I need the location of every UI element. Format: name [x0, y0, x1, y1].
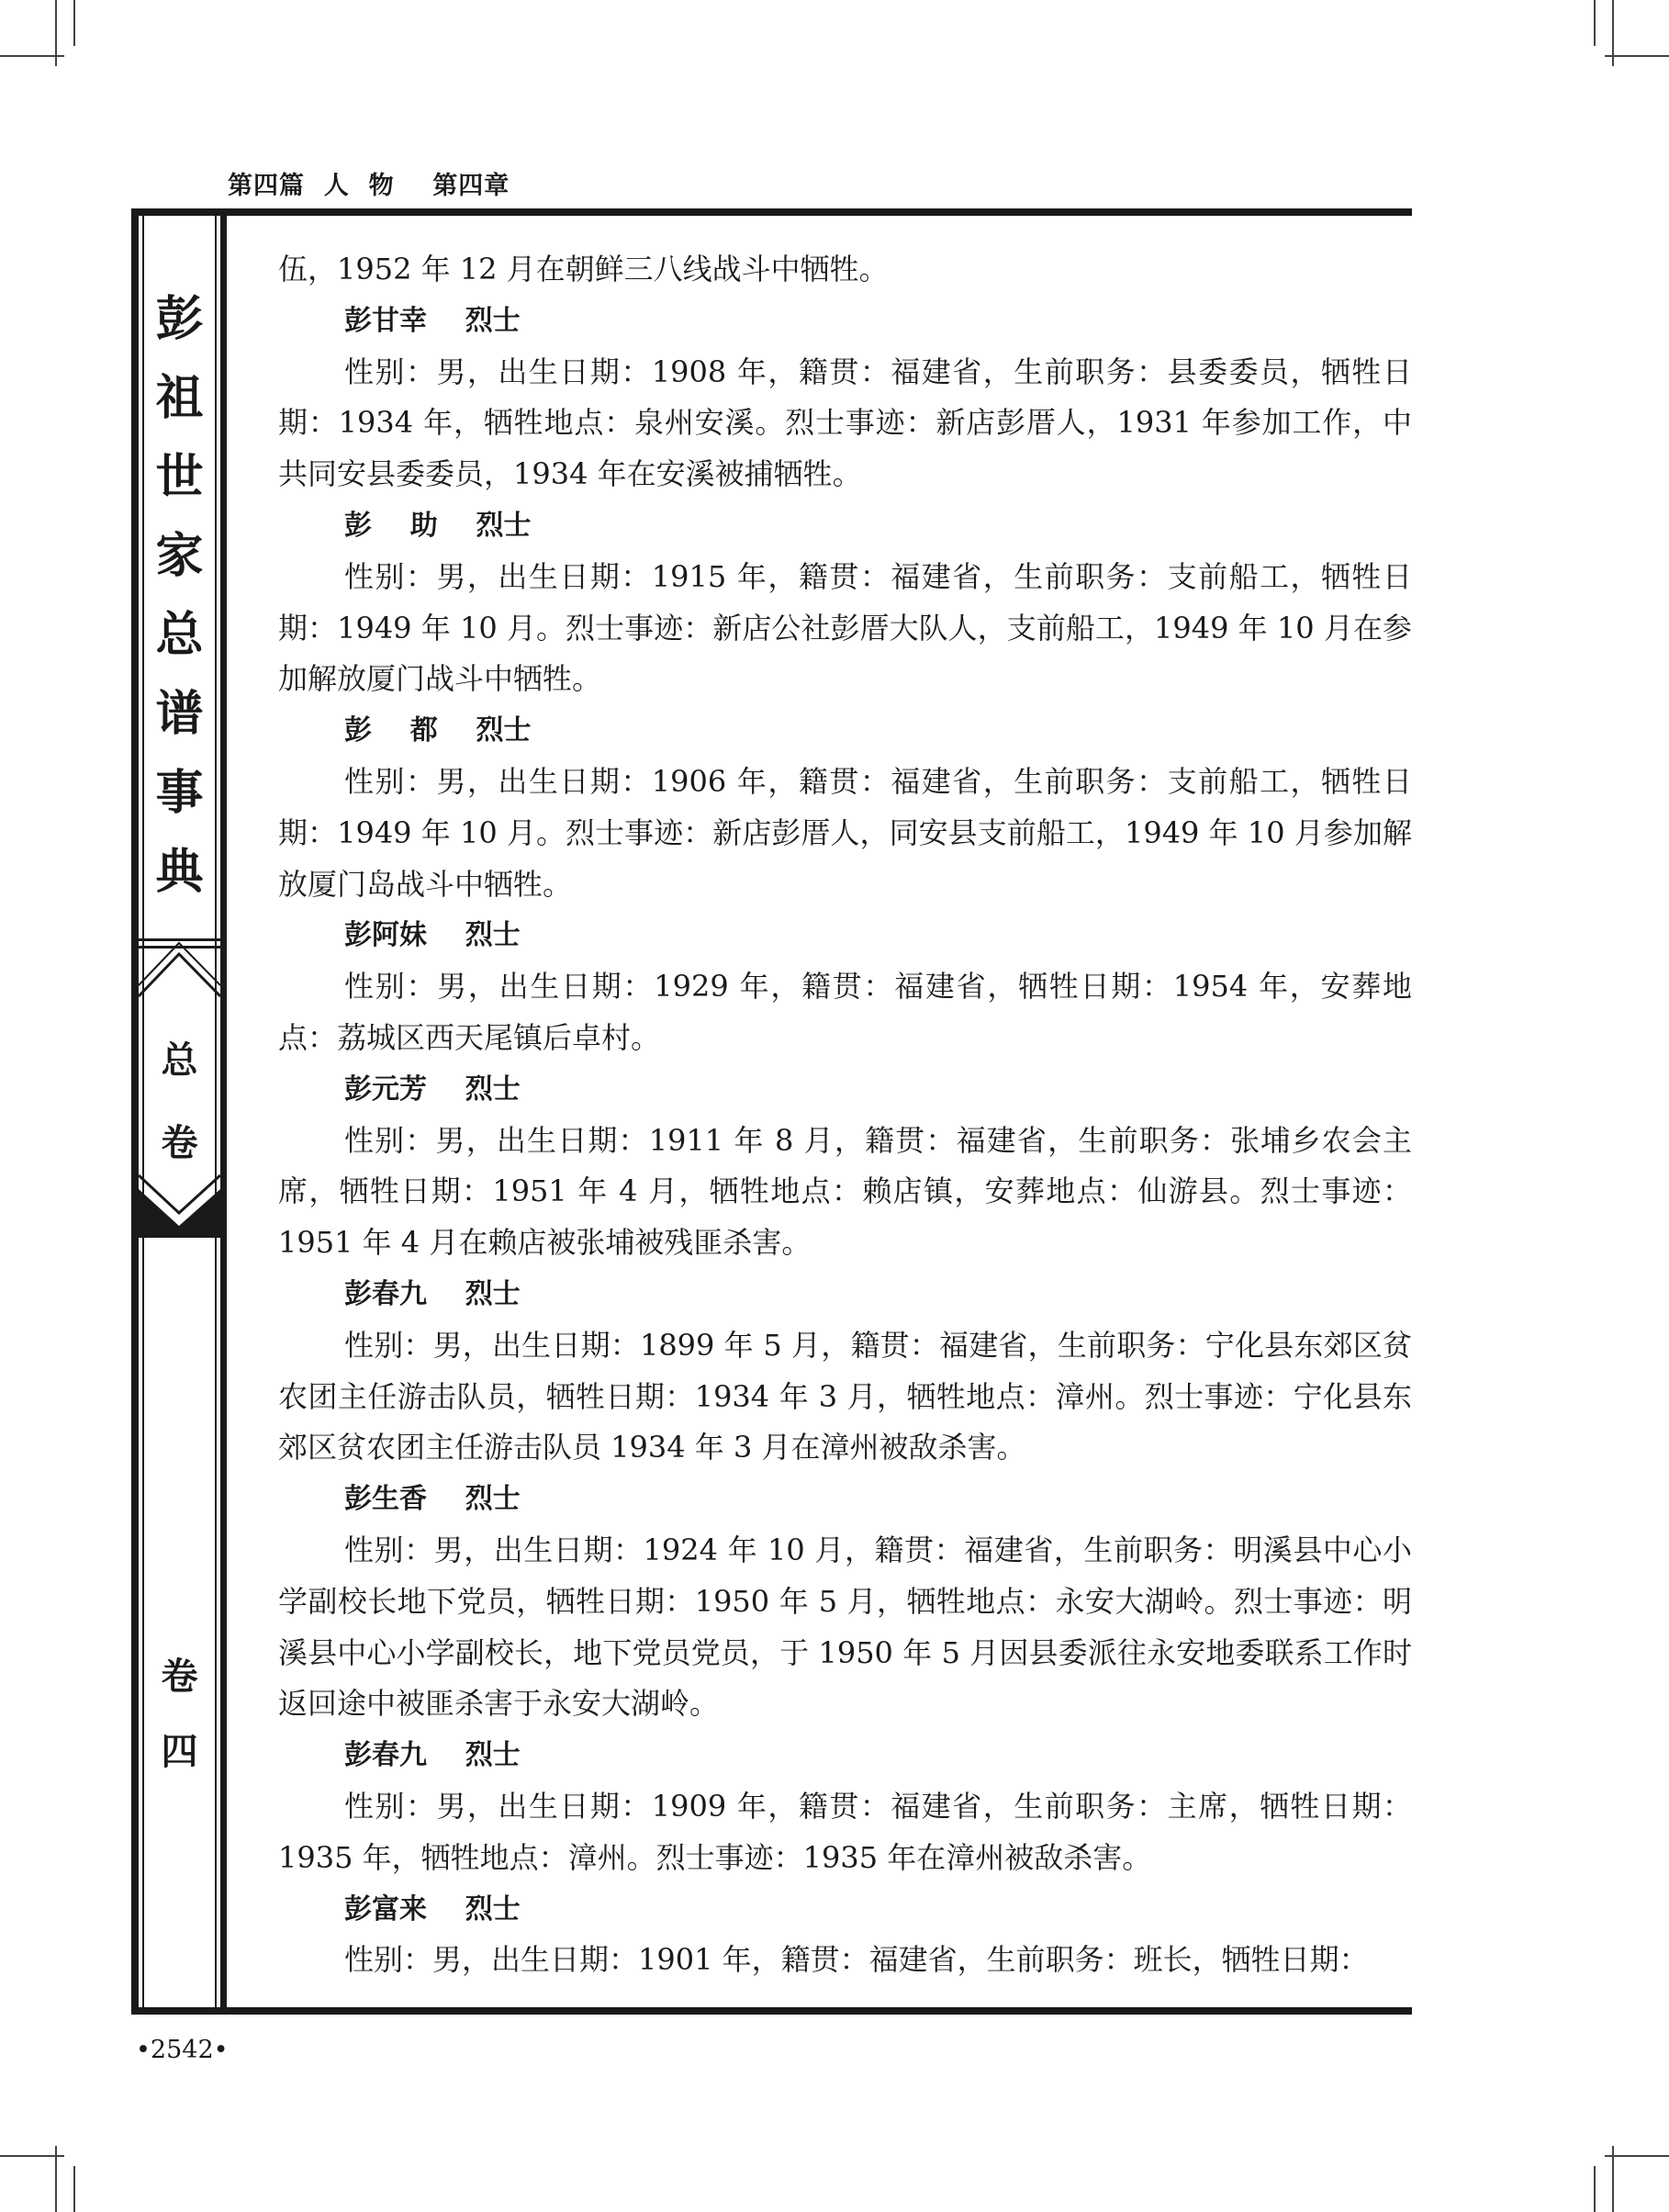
- page-number: •2542•: [136, 2036, 229, 2064]
- martyr-record: 性别：男，出生日期：1909 年，籍贯：福建省，生前职务：主席，牺牲日期：1935 年，牺牲地点：漳州。烈士事迹：1935 年在漳州被敌杀害。: [278, 1788, 1412, 1875]
- book-title-char: 彭: [155, 291, 204, 347]
- crop-mark: [55, 2146, 57, 2212]
- main-text: [278, 244, 1412, 1986]
- side-bar-outer: [131, 208, 139, 2015]
- bottom-rule: [131, 2007, 1412, 2015]
- book-title-char: 世: [155, 449, 204, 505]
- volume-label: [144, 1019, 215, 1185]
- divider-line: [139, 1235, 220, 1238]
- crop-mark: [1612, 2146, 1614, 2212]
- martyr-record: 性别：男，出生日期：1915 年，籍贯：福建省，生前职务：支前船工，牺牲日期：1949 年 10 月。烈士事迹：新店公社彭厝大队人，支前船工，1949 年 10 月在参加解放厦门战斗中牺牲。: [278, 558, 1412, 697]
- juan-char: 卷: [161, 1655, 198, 1698]
- martyr-record: 性别：男，出生日期：1924 年 10 月，籍贯：福建省，生前职务：明溪县中心小学副校长地下党员，牺牲日期：1950 年 5 月，牺牲地点：永安大湖岭。烈士事迹：明溪县中心小学副校长，地下党员党员，于 1950 年 5 月因县委派往永安地委联系工作时返回途中被匪杀害于永安大湖岭。: [278, 1532, 1412, 1722]
- crop-mark: [55, 0, 57, 66]
- martyr-name: 彭春九 烈士: [344, 1739, 521, 1772]
- volume-char: 卷: [161, 1121, 198, 1164]
- book-title-char: 家: [155, 528, 204, 584]
- martyr-name: 彭春九 烈士: [344, 1277, 521, 1310]
- martyr-name: 彭生香 烈士: [344, 1483, 521, 1516]
- martyr-record: 性别：男，出生日期：1908 年，籍贯：福建省，生前职务：县委委员，牺牲日期：1934 年，牺牲地点：泉州安溪。烈士事迹：新店彭厝人，1931 年参加工作，中共同安县委委员，1934 年在安溪被捕牺牲。: [278, 354, 1412, 492]
- crop-mark: [73, 0, 75, 46]
- crop-mark: [73, 2166, 75, 2212]
- book-title-char: 祖: [155, 370, 204, 426]
- martyr-name: 彭 助 烈士: [344, 509, 532, 542]
- book-title-char: 事: [155, 765, 204, 821]
- side-bar-inner: [220, 208, 227, 2015]
- book-title-char: 总: [155, 607, 204, 663]
- martyr-name: 彭富来 烈士: [344, 1892, 521, 1926]
- martyr-record: 性别：男，出生日期：1906 年，籍贯：福建省，生前职务：支前船工，牺牲日期：1949 年 10 月。烈士事迹：新店彭厝人，同安县支前船工，1949 年 10 月参加解放厦门岛战斗中牺牲。: [278, 763, 1412, 902]
- juan-char: 四: [161, 1730, 198, 1773]
- martyr-name: 彭阿妹 烈士: [344, 919, 521, 952]
- crop-mark: [1594, 0, 1596, 46]
- top-rule: [131, 208, 1412, 216]
- crop-mark: [1612, 0, 1614, 66]
- book-title-char: 典: [155, 844, 204, 900]
- martyr-name: 彭元芳 烈士: [344, 1072, 521, 1106]
- martyr-record: 性别：男，出生日期：1929 年，籍贯：福建省，牺牲日期：1954 年，安葬地点：荔城区西天尾镇后卓村。: [278, 969, 1412, 1055]
- martyr-name: 彭 都 烈士: [344, 714, 532, 747]
- juan-label: [144, 1639, 215, 1790]
- martyr-name: 彭甘幸 烈士: [344, 304, 521, 337]
- crop-mark: [1605, 2155, 1669, 2157]
- book-title-char: 谱: [155, 686, 204, 742]
- martyr-record: 性别：男，出生日期：1901 年，籍贯：福建省，生前职务：班长，牺牲日期：: [344, 1942, 1369, 1978]
- volume-char: 总: [161, 1039, 198, 1082]
- book-title: [144, 280, 215, 912]
- text-line: 伍，1952 年 12 月在朝鲜三八线战斗中牺牲。: [278, 252, 889, 286]
- crop-mark: [1605, 55, 1669, 57]
- running-head: 第四篇 人 物 第四章: [228, 172, 510, 200]
- crop-mark: [1594, 2166, 1596, 2212]
- martyr-record: 性别：男，出生日期：1911 年 8 月，籍贯：福建省，生前职务：张埔乡农会主席，牺牲日期：1951 年 4 月，牺牲地点：赖店镇，安葬地点：仙游县。烈士事迹：1951 年 4 月在赖店被张埔被残匪杀害。: [278, 1122, 1412, 1261]
- martyr-record: 性别：男，出生日期：1899 年 5 月，籍贯：福建省，生前职务：宁化县东郊区贫农团主任游击队员，牺牲日期：1934 年 3 月，牺牲地点：漳州。烈士事迹：宁化县东郊区贫农团主任游击队员 1934 年 3 月在漳州被敌杀害。: [278, 1327, 1412, 1465]
